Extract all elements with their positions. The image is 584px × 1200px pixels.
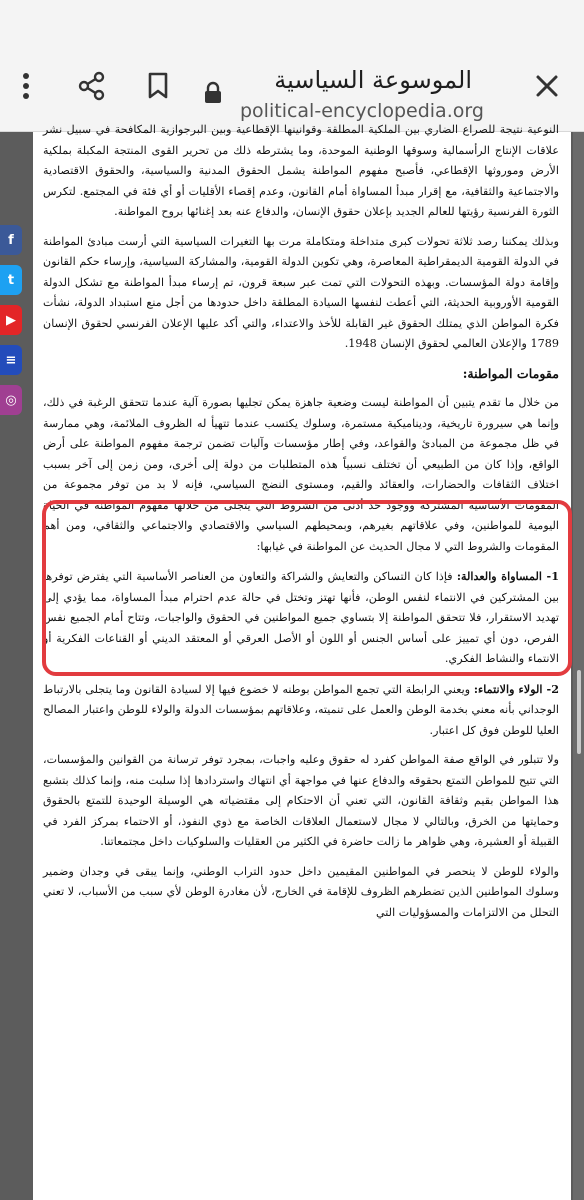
paragraph: وبذلك يمكننا رصد ثلاثة تحولات كبرى متداخلة ومتكاملة مرت بها التغيرات السياسية التي أرست مبادئ المواطنة في الدولة القومية الديمقراطية المعاصرة، وهي تكوين الدولة القومية، والمشاركة السياسية، وإرساء حكم القانون وإقامة دولة المؤسسات. وبهذه التحولات التي تمت عبر سبعة قرون، تم إرساء مبدأ المواطنة مع تشكل الدولة القومية الأوروبية الحديثة، التي أعطت لنفسها السيادة المطلقة داخل حدودها من أجل منع استبداد الدولة، نشأت فكرة المواطن الذي يمتلك الحقوق غير القابلة للأخذ والاعتداء، والتي أكد عليها الإعلان الفرنسي لحقوق الإنسان 1789 والإعلان العالمي لحقوق الإنسان 1948. [43, 234, 559, 350]
lock-icon [203, 82, 223, 104]
scrollbar-thumb[interactable] [577, 670, 581, 754]
page-title: الموسوعة السياسية [274, 66, 472, 94]
subheading: 2- الولاء والانتماء: [473, 681, 559, 696]
close-icon[interactable] [527, 66, 567, 106]
paragraph: النوعية نتيجة للصراع الضاري بين الملكية المطلقة وقوانينها الإقطاعية وبين البرجوازية المكافحة في سبيل نشر علاقات الإنتاج الرأسمالية وسوقها الوطنية الموحدة، وما يشترطه ذلك من تحرير القوى المنتجة المكبلة بملكية الأرض وموروثها الإقطاعي، فأصبح مفهوم المواطنة يشمل الحقوق المدنية والسياسية، والحقوق الاقتصادية والاجتماعية والثقافية، مع إقرار مبدأ المساواة أمام القانون، وعدم إقصاء الأقليات أو أي فئة في المجتمع. لتكرس الثورة الفرنسية رؤيتها للعالم الجديد بإعلان حقوق الإنسان، والدفاع عنه بعد إغنائها بروح المواطنة. [43, 123, 559, 218]
page-url[interactable]: political-encyclopedia.org [240, 100, 484, 122]
highlighted-paragraph: من خلال ما تقدم يتبين أن المواطنة ليست وضعية جاهزة يمكن تجليها بصورة آلية عندما تتحقق الرغبة في ذلك، وإنما هي سيرورة تاريخية، وديناميكية مستمرة، وسلوك يكتسب عندما تتهيأ له الظروف الملائمة، وهي ممارسة في ظل مجموعة من المبادئ والقواعد، وفي إطار مؤسسات وآليات تضمن ترجمة مفهوم المواطنة على أرض الواقع، وإذا كان من الطبيعي أن تختلف نسبياً هذه المتطلبات من دولة إلى أخرى، ومن زمن إلى آخر بسبب اختلاف الثقافات والحضارات، والعقائد والقيم، ومستوى النضج السياسي، فإنه لا بد من توفر مجموعة من المقومات الأساسية المشتركة ووجود حد أدنى من الشروط التي يتجلى من خلالها مفهوم المواطنة في الحياة اليومية للمواطنين، وفي علاقاتهم بغيرهم، وبمحيطهم السياسي والاقتصادي والاجتماعي والثقافي، ومن أهم المقومات والشروط التي لا مجال الحديث عن المواطنة في غيابها: [43, 396, 559, 553]
facebook-icon[interactable]: f [0, 225, 22, 255]
youtube-icon[interactable]: ▶ [0, 305, 22, 335]
twitter-icon[interactable]: t [0, 265, 22, 295]
scrollbar-track[interactable] [573, 132, 584, 1200]
share-icon[interactable] [72, 66, 112, 106]
article-body [43, 123, 559, 932]
instagram-icon[interactable]: ◎ [0, 385, 22, 415]
paragraph: 2- الولاء والانتماء: ويعني الرابطة التي تجمع المواطن بوطنه لا خضوع فيها إلا لسيادة القانون وما يتجلى بالارتباط الوجداني بأنه معني بخدمة الوطن والعمل على تنميته، وعلاقاتهم بمؤسسات الدولة والولاء للوطن واعتبار المصالح العليا للوطن فوق كل اعتبار. [43, 681, 559, 737]
more-vertical-icon[interactable] [6, 66, 46, 106]
browser-toolbar [0, 0, 584, 132]
bookmark-icon[interactable] [138, 66, 178, 106]
social-share-bar [0, 225, 22, 425]
paragraph: والولاء للوطن لا ينحصر في المواطنين المقيمين داخل حدود التراب الوطني، وإنما يبقى في وجدان وضمير وسلوك المواطنين الذين تضطرهم الظروف للإقامة في الخارج، لأن مغادرة الوطن لأي سبب من الأسباب، لا تعني التحلل من الالتزامات والمسؤوليات التي [43, 864, 559, 919]
news-icon[interactable]: ≡ [0, 345, 22, 375]
subheading: 1- المساواة والعدالة: [456, 569, 559, 583]
paragraph: 1- المساواة والعدالة: فإذا كان التساكن والتعايش والشراكة والتعاون من العناصر الأساسية التي يفترض توفرها بين المشتركين في الانتماء لنفس الوطن، فأنها تهتز وتختل في حالة عدم احترام مبدأ المساواة، مما يؤدي إلى تهديد الاستقرار، فلا تتحقق المواطنة إلا بتساوي جميع المواطنين في الحقوق والواجبات، وتتاح أمام الجميع نفس الفرص، دون أي تمييز على أساس الجنس أو اللون أو الأصل العرقي أو المعتقد الديني أو القناعات الفكرية أو الانتماء والنشاط الفكري. [43, 569, 559, 665]
section-heading: مقومات المواطنة: [462, 365, 559, 381]
document-page [33, 123, 571, 1200]
paragraph: ولا تتبلور في الواقع صفة المواطن كفرد له حقوق وعليه واجبات، بمجرد توفر ترسانة من القوانين والمؤسسات، التي تتيح للمواطن التمتع بحقوقه والدفاع عنها في مواجهة أي انتهاك واستردادها إذا سلبت منه، وإنما كذلك بتشبع هذا المواطن بقيم وثقافة القانون، التي تعني أن الاحتكام إلى مقتضياته هي الوسيلة الوحيدة للتمتع بالحقوق وحمايتها من الخرق، وبالتالي لا مجال لاستعمال العلاقات الخاصة مع ذوي النفوذ، أو الاحتماء بمركز الفرد في القبيلة أو العشيرة، وهي ظواهر ما زالت حاضرة في الكثير من العقليات والسلوكيات داخل مجتمعاتنا. [43, 753, 559, 848]
